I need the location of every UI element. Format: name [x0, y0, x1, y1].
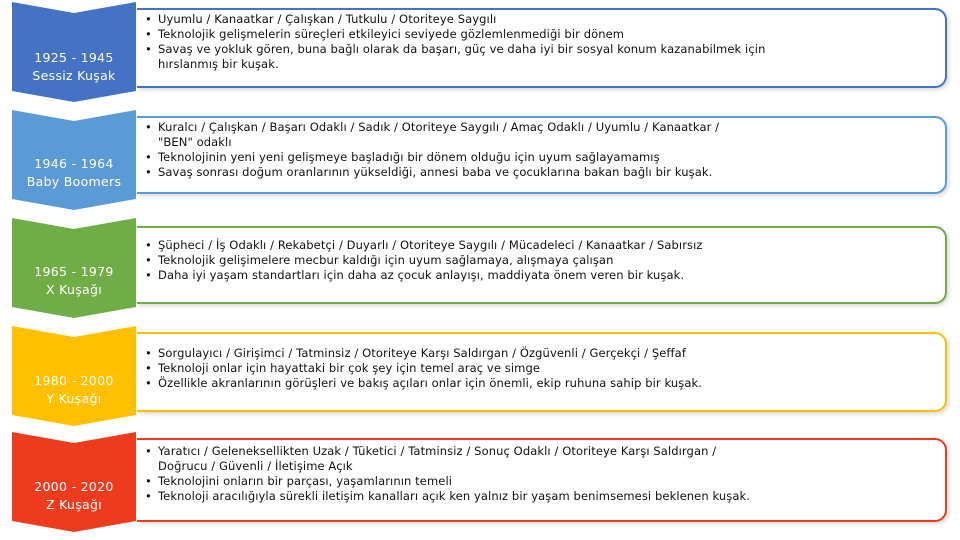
bullet-item: • Kuralcı / Çalışkan / Başarı Odaklı / Sadık / Otoriteye Saygılı / Amaç Odaklı / Uyumlu / Kanaatkar / "BEN" odaklı [145, 120, 720, 149]
chevron-label-x [12, 263, 136, 299]
bullet-item: • Teknolojini onların bir parçası, yaşamlarının temeli [145, 474, 453, 488]
bullet-icon: • [145, 12, 152, 26]
generation-name: Y Kuşağı [46, 391, 102, 406]
bullet-item: • Uyumlu / Kanaatkar / Çalışkan / Tutkulu / Otoriteye Saygılı [145, 12, 497, 26]
bullet-icon: • [145, 165, 152, 179]
description-panel-y [137, 332, 947, 412]
generation-years: 1980 - 2000 [34, 373, 114, 388]
generation-name: Baby Boomers [26, 174, 122, 189]
bullet-item: • Yaratıcı / Geleneksellikten Uzak / Tüketici / Tatminsiz / Sonuç Odaklı / Otoriteye Karşı Saldırgan / Doğrucu / Güvenli / İletişime Açık [145, 444, 717, 473]
description-panel-z [137, 438, 947, 522]
description-panel-boomers [137, 116, 947, 194]
bullet-icon: • [145, 253, 152, 267]
bullet-icon: • [145, 42, 152, 56]
bullet-item: • Sorgulayıcı / Girişimci / Tatminsiz / Otoriteye Karşı Saldırgan / Özgüvenli / Gerçekçi / Şeffaf [145, 346, 686, 360]
bullet-item: • Özellikle akranlarının görüşleri ve bakış açıları onlar için önemli, ekip ruhuna sahip bir kuşak. [145, 376, 703, 390]
bullet-item: • Teknoloji onlar için hayattaki bir çok şey için temel araç ve simge [145, 361, 541, 375]
generation-years: 1946 - 1964 [34, 156, 114, 171]
chevron-label-z [12, 478, 136, 514]
chevron-label-sessiz [12, 49, 136, 85]
bullet-icon: • [145, 120, 152, 134]
bullet-icon: • [145, 376, 152, 390]
bullet-icon: • [145, 346, 152, 360]
chevron-label-boomers [12, 155, 136, 191]
generation-row-sessiz [0, 2, 960, 102]
bullet-icon: • [145, 268, 152, 282]
description-panel-sessiz [137, 8, 947, 88]
bullet-icon: • [145, 444, 152, 458]
bullet-item: • Daha iyi yaşam standartları için daha az çocuk anlayışı, maddiyata önem veren bir kuşak. [145, 268, 685, 282]
bullet-item: • Teknoloji aracılığıyla sürekli iletişim kanalları açık ken yalnız bir yaşam benimsemesi beklenen kuşak. [145, 489, 751, 503]
bullet-item: • Savaş ve yokluk gören, buna bağlı olarak da başarı, güç ve daha iyi bir sosyal konum kazanabilmek için hırslanmış bir kuşak. [145, 42, 766, 71]
bullet-icon: • [145, 474, 152, 488]
generation-years: 2000 - 2020 [34, 479, 114, 494]
bullet-item: • Teknolojik gelişmelerin süreçleri etkileyici seviyede gözlemlenmediği bir dönem [145, 27, 625, 41]
bullet-item: • Teknolojik gelişimelere mecbur kaldığı için uyum sağlamaya, alışmaya çalışan [145, 253, 614, 267]
generation-name: X Kuşağı [45, 282, 102, 297]
bullet-icon: • [145, 238, 152, 252]
bullet-icon: • [145, 489, 152, 503]
bullet-icon: • [145, 27, 152, 41]
bullet-item: • Savaş sonrası doğum oranlarının yükseldiği, annesi baba ve çocuklarına bakan bağlı bir kuşak. [145, 165, 713, 179]
generation-name: Sessiz Kuşak [32, 68, 116, 83]
generation-row-y [0, 326, 960, 426]
generation-row-x [0, 218, 960, 318]
bullet-item: • Teknolojinin yeni yeni gelişmeye başladığı bir dönem olduğu için uyum sağlayamamış [145, 150, 660, 164]
description-panel-x [137, 226, 947, 304]
chevron-label-y [12, 372, 136, 408]
bullet-icon: • [145, 150, 152, 164]
generation-years: 1965 - 1979 [34, 264, 114, 279]
bullet-item: • Şüpheci / İş Odaklı / Rekabetçi / Duyarlı / Otoriteye Saygılı / Mücadeleci / Kanaatkar / Sabırsız [145, 238, 703, 252]
bullet-icon: • [145, 361, 152, 375]
generation-row-boomers [0, 110, 960, 210]
generation-row-z [0, 432, 960, 532]
generation-years: 1925 - 1945 [34, 50, 114, 65]
generation-name: Z Kuşağı [45, 497, 102, 512]
